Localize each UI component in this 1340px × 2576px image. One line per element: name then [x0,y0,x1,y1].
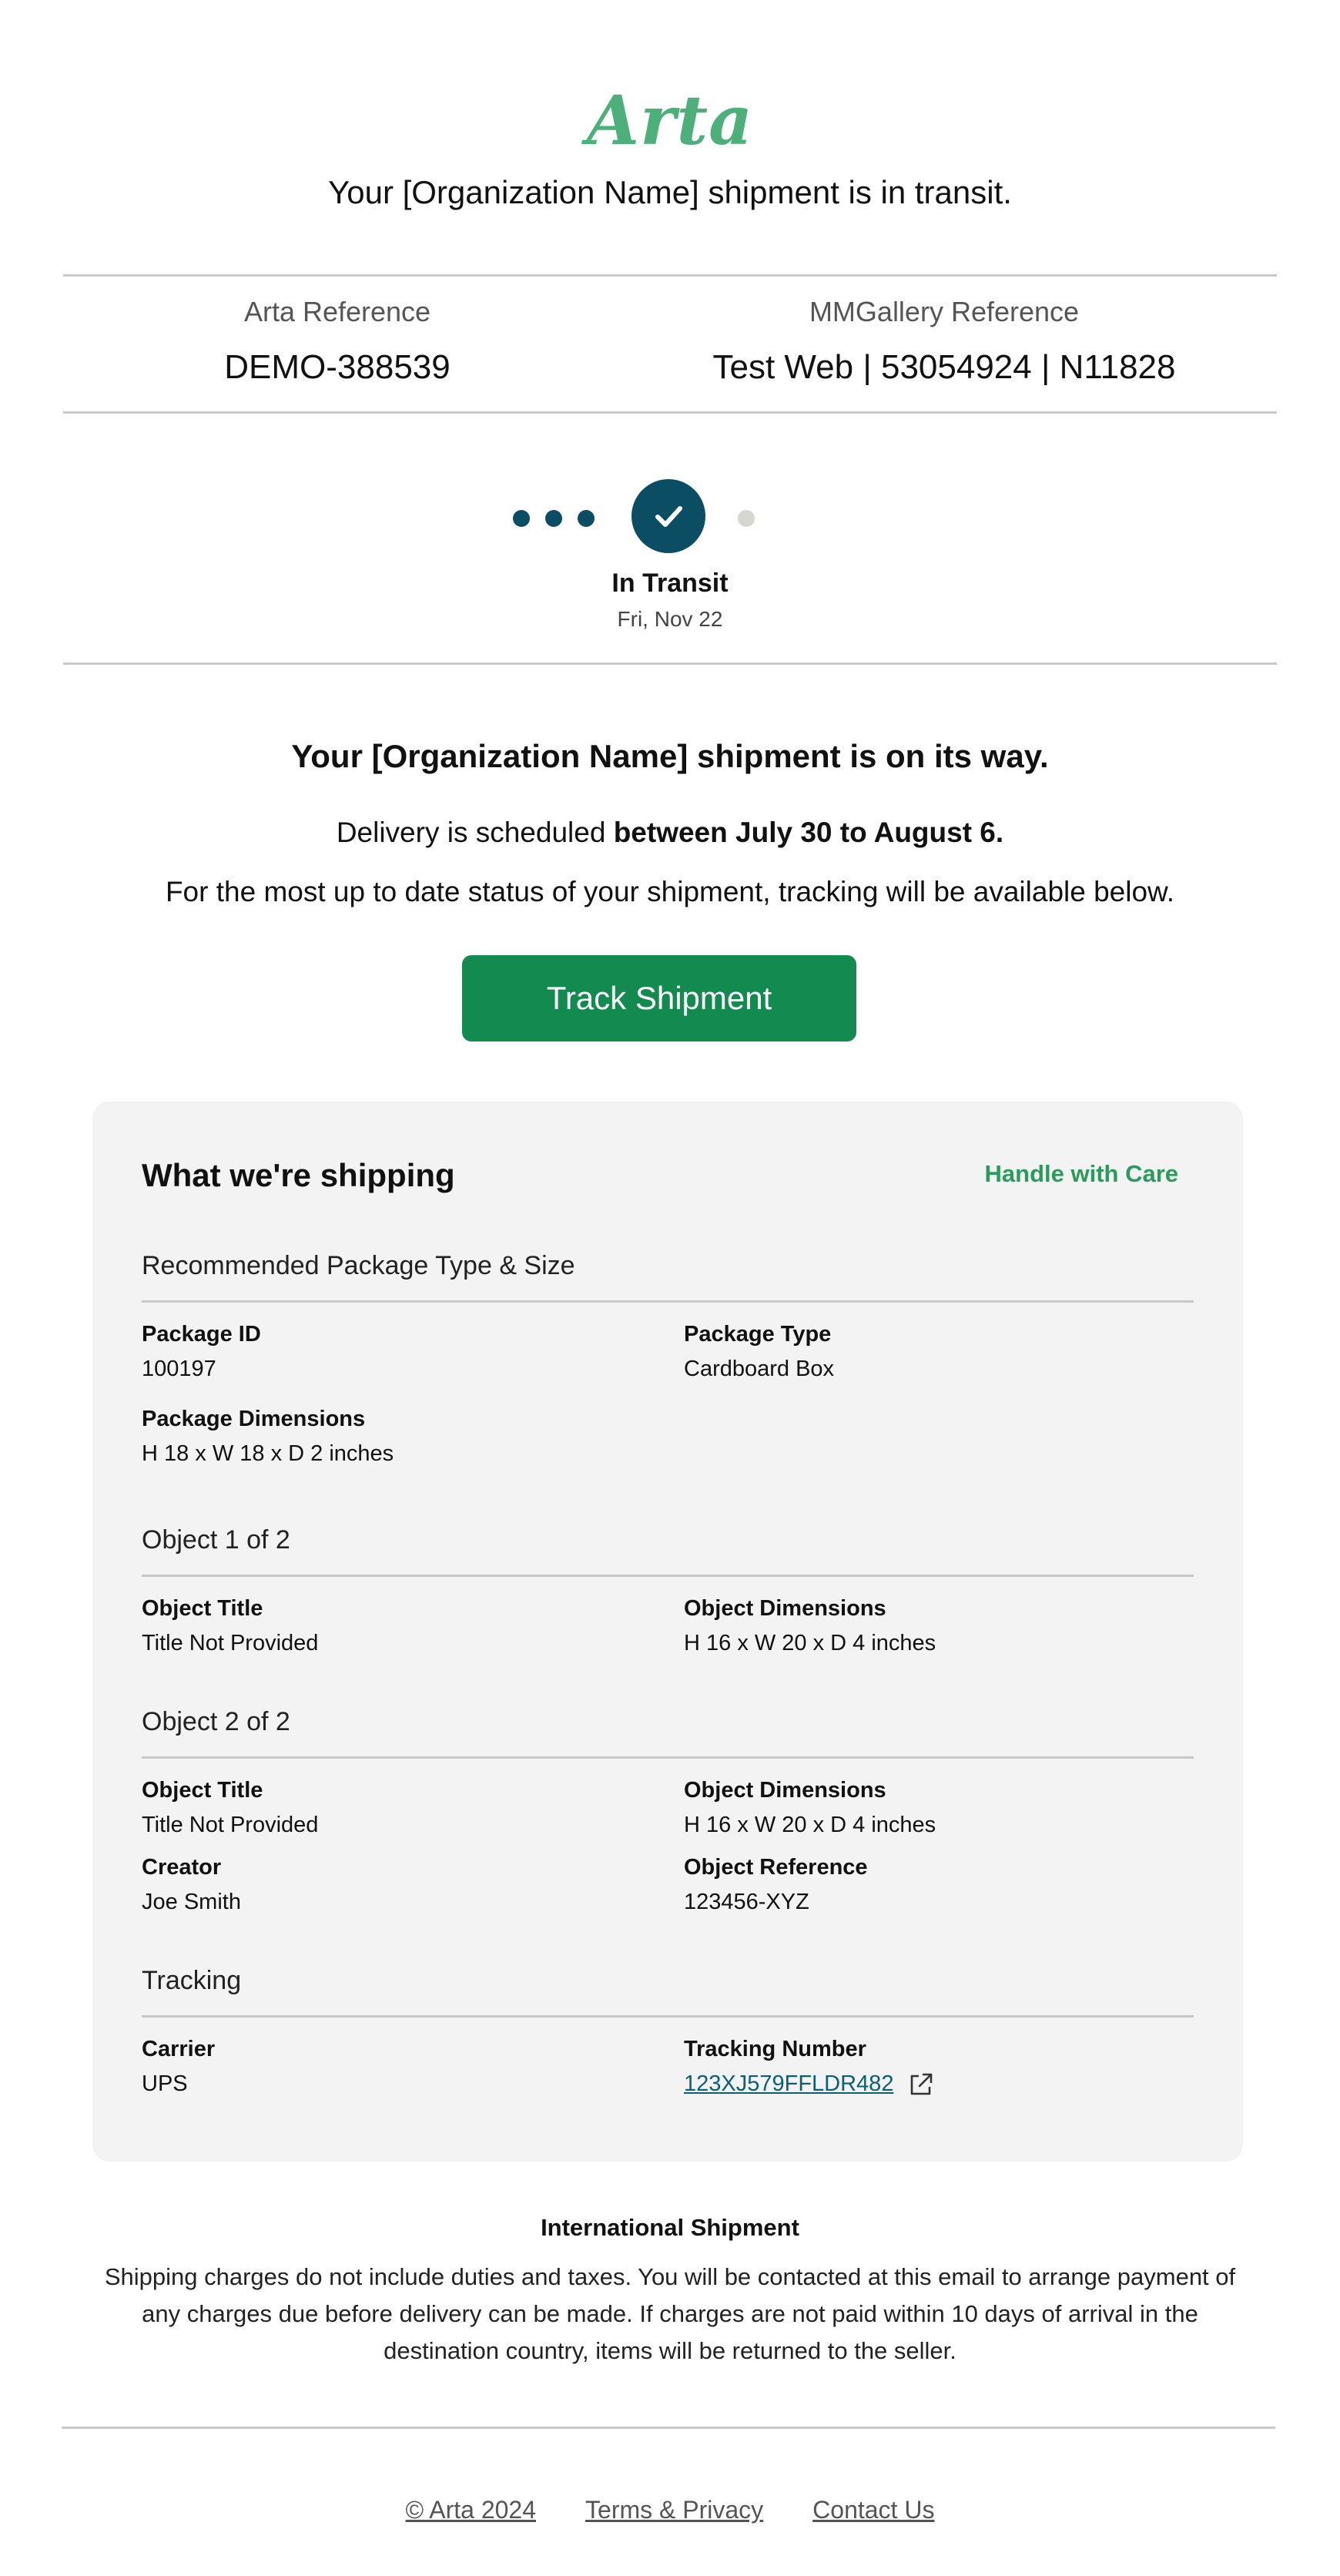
tracking-number-link[interactable]: 123XJ579FFLDR482 [684,2071,894,2096]
creator-value: Joe Smith [142,1890,241,1914]
progress-tracker [0,479,1340,553]
progress-dot-complete [578,510,595,527]
gallery-reference [611,296,1277,387]
package-section-heading: Recommended Package Type & Size [142,1251,575,1280]
gallery-reference-value: Test Web | 53054924 | N11828 [712,348,1176,386]
arta-reference [63,296,611,387]
progress-dot-complete [513,510,530,527]
divider [62,2427,1275,2429]
object-title-value: Title Not Provided [142,1631,319,1655]
divider [63,274,1277,277]
international-body: Shipping charges do not include duties and taxes. You will be contacted at this email to arrange payment of any charges due before delivery can be made. If charges are not paid within 10 days of arrival in the destination country, items will be returned to the seller. [104,2263,1236,2364]
current-step-date: Fri, Nov 22 [617,607,723,631]
arta-reference-value: DEMO-388539 [224,348,451,386]
section-divider [142,1756,1194,1759]
object-dimensions-label: Object Dimensions [684,1778,886,1803]
progress-dot-complete [545,510,562,527]
arta-reference-label: Arta Reference [243,296,431,327]
track-shipment-button[interactable]: Track Shipment [462,955,856,1041]
divider [63,411,1277,414]
package-dimensions-value: H 18 x W 18 x D 2 inches [142,1441,394,1466]
progress-dot-pending [738,510,755,527]
references [63,296,1277,387]
package-dimensions-label: Package Dimensions [142,1407,366,1431]
delivery-prefix: Delivery is scheduled [336,817,606,848]
package-type-field [684,1322,834,1382]
shipping-details-card [92,1102,1243,2162]
message-title: Your [Organization Name] shipment is on its way. [291,738,1049,774]
object-reference-label: Object Reference [684,1855,868,1880]
section-divider [142,2015,1194,2018]
carrier-label: Carrier [142,2037,216,2061]
package-type-value: Cardboard Box [684,1357,835,1381]
package-id-value: 100197 [142,1357,216,1381]
external-link-icon[interactable] [908,2071,934,2098]
section-divider [142,1575,1194,1577]
status-note: For the most up to date status of your shipment, tracking will be available below. [165,876,1175,907]
object-reference-value: 123456-XYZ [684,1890,809,1914]
package-type-label: Package Type [684,1322,832,1347]
gallery-reference-label: MMGallery Reference [809,296,1080,327]
object-2-creator-field [142,1855,241,1915]
tracking-number-label: Tracking Number [684,2037,866,2061]
carrier-value: UPS [142,2071,188,2096]
current-step-label: In Transit [611,569,729,598]
object-dimensions-label: Object Dimensions [684,1596,886,1621]
object-1-dimensions-field [684,1596,936,1656]
email-headline: Your [Organization Name] shipment is in transit. [328,174,1012,210]
object-title-value: Title Not Provided [142,1813,319,1837]
contact-us-link[interactable]: Contact Us [812,2496,935,2524]
package-id-field [142,1322,261,1382]
handle-with-care-badge: Handle with Care [984,1160,1178,1187]
creator-label: Creator [142,1855,222,1880]
package-id-label: Package ID [142,1322,261,1347]
object-2-title-field [142,1778,318,1838]
logo-text: Arta [586,80,754,160]
arta-logo [0,80,1340,160]
object-2-reference-field [684,1855,868,1915]
delivery-schedule [0,817,1340,849]
card-title: What we're shipping [142,1157,455,1193]
divider [63,662,1277,665]
tracking-number-row [684,2071,934,2098]
object-dimensions-value: H 16 x W 20 x D 4 inches [684,1813,936,1837]
object-2-dimensions-field [684,1778,936,1838]
delivery-window: between July 30 to August 6. [613,817,1004,848]
section-divider [142,1300,1194,1303]
check-icon [652,499,685,533]
footer [0,2496,1340,2524]
object-title-label: Object Title [142,1778,263,1803]
object-1-heading: Object 1 of 2 [142,1525,290,1555]
carrier-field [142,2037,215,2097]
object-title-label: Object Title [142,1596,263,1621]
tracking-heading: Tracking [142,1966,242,1995]
current-step-indicator [631,479,705,553]
terms-privacy-link[interactable]: Terms & Privacy [585,2496,764,2524]
international-title: International Shipment [541,2214,799,2241]
object-dimensions-value: H 16 x W 20 x D 4 inches [684,1631,936,1655]
object-1-title-field [142,1596,318,1656]
package-dimensions-field [142,1407,394,1467]
copyright-link[interactable]: © Arta 2024 [405,2496,537,2524]
object-2-heading: Object 2 of 2 [142,1707,290,1736]
tracking-number-field [684,2037,934,2098]
